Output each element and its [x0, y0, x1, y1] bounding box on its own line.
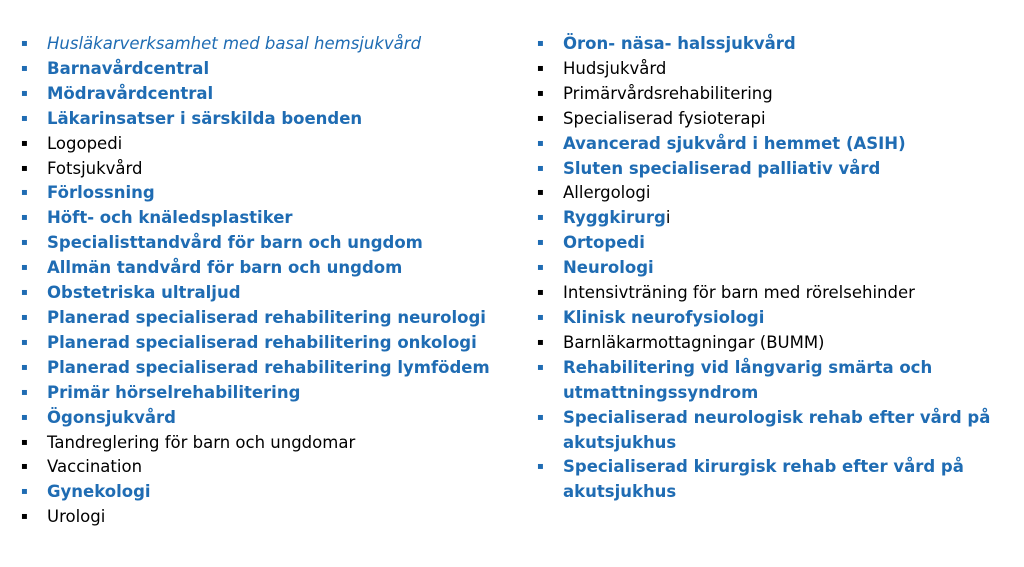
list-item [16, 480, 526, 505]
list-item-text: Barnläkarmottagningar (BUMM) [563, 332, 825, 352]
bullet-icon: ▪ [537, 336, 544, 348]
bullet-icon: ▪ [21, 361, 28, 373]
list-item [16, 157, 526, 182]
list-item-text: Allergologi [563, 183, 651, 203]
list-item [16, 306, 526, 331]
list-item [532, 132, 1012, 157]
list-item-text: Specialiserad fysioterapi [563, 108, 766, 128]
list-item [532, 331, 1012, 356]
list-item [532, 356, 1012, 406]
list-item [532, 256, 1012, 281]
list-item-text: Allmän tandvård för barn och ungdom [47, 258, 403, 278]
list-item-text: Tandreglering för barn och ungdomar [47, 432, 356, 452]
list-item-text: Obstetriska ultraljud [47, 283, 241, 303]
bullet-icon: ▪ [537, 137, 544, 149]
list-item-text: Ortopedi [563, 233, 645, 253]
list-item [532, 206, 1012, 231]
bullet-icon: ▪ [21, 162, 28, 174]
bullet-icon: ▪ [537, 361, 544, 373]
right-service-list [532, 32, 1012, 505]
list-item [532, 455, 1012, 505]
list-item-text: Neurologi [563, 258, 654, 278]
bullet-icon: ▪ [21, 511, 28, 523]
list-item [16, 231, 526, 256]
list-item-text: Klinisk neurofysiologi [563, 307, 765, 327]
list-item [16, 281, 526, 306]
list-item [16, 57, 526, 82]
list-item [532, 32, 1012, 57]
list-item-text: Ryggkirurg [563, 208, 666, 228]
left-service-list [16, 32, 526, 530]
list-item-text: Husläkarverksamhet med basal hemsjukvård [47, 34, 422, 53]
list-item-text: Läkarinsatser i särskilda boenden [47, 108, 363, 128]
bullet-icon: ▪ [21, 112, 28, 124]
list-item-text: Planerad specialiserad rehabilitering onkologi [47, 332, 477, 352]
list-item-text: Barnavårdcentral [47, 58, 210, 78]
list-item [16, 331, 526, 356]
bullet-icon: ▪ [21, 486, 28, 498]
list-item [532, 281, 1012, 306]
list-item [532, 157, 1012, 182]
bullet-icon: ▪ [537, 212, 544, 224]
list-item [16, 455, 526, 480]
bullet-icon: ▪ [21, 137, 28, 149]
list-item-text: Specialisttandvård för barn och ungdom [47, 233, 423, 253]
list-item [16, 356, 526, 381]
list-item [532, 107, 1012, 132]
list-item-text: Gynekologi [47, 482, 151, 502]
list-item [532, 82, 1012, 107]
bullet-icon: ▪ [21, 461, 28, 473]
list-item-text: Sluten specialiserad palliativ vård [563, 158, 881, 178]
list-item-text: Fotsjukvård [47, 158, 143, 178]
list-item [16, 431, 526, 456]
bullet-icon: ▪ [537, 311, 544, 323]
list-item-text: Mödravårdcentral [47, 83, 214, 103]
bullet-icon: ▪ [537, 287, 544, 299]
list-item [16, 406, 526, 431]
bullet-icon: ▪ [21, 311, 28, 323]
list-item-text: Hudsjukvård [563, 58, 667, 78]
list-item [532, 181, 1012, 206]
bullet-icon: ▪ [21, 386, 28, 398]
list-item [532, 231, 1012, 256]
bullet-icon: ▪ [21, 38, 28, 49]
list-item-text: Höft- och knäledsplastiker [47, 208, 293, 228]
list-item-text: Avancerad sjukvård i hemmet (ASIH) [563, 133, 906, 153]
bullet-icon: ▪ [21, 87, 28, 99]
bullet-icon: ▪ [537, 162, 544, 174]
bullet-icon: ▪ [537, 262, 544, 274]
list-item [16, 256, 526, 281]
list-item-text: Ögonsjukvård [47, 407, 176, 427]
bullet-icon: ▪ [21, 237, 28, 249]
list-item [16, 82, 526, 107]
bullet-icon: ▪ [537, 461, 544, 473]
list-item-text: Förlossning [47, 183, 155, 203]
bullet-icon: ▪ [21, 287, 28, 299]
bullet-icon: ▪ [537, 38, 544, 49]
list-item-text: Planerad specialiserad rehabilitering lymfödem [47, 357, 490, 377]
list-item-text: Rehabilitering vid långvarig smärta och utmattningssyndrom [563, 357, 933, 402]
bullet-icon: ▪ [21, 436, 28, 448]
list-item [16, 181, 526, 206]
list-item [16, 505, 526, 530]
bullet-icon: ▪ [21, 262, 28, 274]
list-item-text: Urologi [47, 507, 106, 527]
list-item [16, 206, 526, 231]
list-item [532, 406, 1012, 456]
bullet-icon: ▪ [21, 336, 28, 348]
list-item [16, 107, 526, 132]
bullet-icon: ▪ [537, 87, 544, 99]
list-item-text: Primärvårdsrehabilitering [563, 83, 773, 103]
bullet-icon: ▪ [21, 187, 28, 199]
list-item [532, 57, 1012, 82]
list-item-text: Specialiserad neurologisk rehab efter vård på akutsjukhus [563, 407, 991, 452]
list-item [16, 132, 526, 157]
bullet-icon: ▪ [21, 411, 28, 423]
bullet-icon: ▪ [537, 62, 544, 74]
list-item-text: Öron- näsa- halssjukvård [563, 34, 796, 53]
bullet-icon: ▪ [537, 112, 544, 124]
bullet-icon: ▪ [537, 187, 544, 199]
list-item [16, 32, 526, 57]
list-item-text: Logopedi [47, 133, 123, 153]
list-item [532, 306, 1012, 331]
bullet-icon: ▪ [537, 411, 544, 423]
list-item-text: Planerad specialiserad rehabilitering neurologi [47, 307, 486, 327]
list-item [16, 381, 526, 406]
list-item-text: Intensivträning för barn med rörelsehinder [563, 283, 915, 303]
list-item-text-tail: i [665, 208, 671, 228]
list-item-text: Primär hörselrehabilitering [47, 382, 301, 402]
bullet-icon: ▪ [21, 212, 28, 224]
list-item-text: Vaccination [47, 457, 143, 477]
list-item-text: Specialiserad kirurgisk rehab efter vård på akutsjukhus [563, 457, 964, 502]
bullet-icon: ▪ [21, 62, 28, 74]
bullet-icon: ▪ [537, 237, 544, 249]
